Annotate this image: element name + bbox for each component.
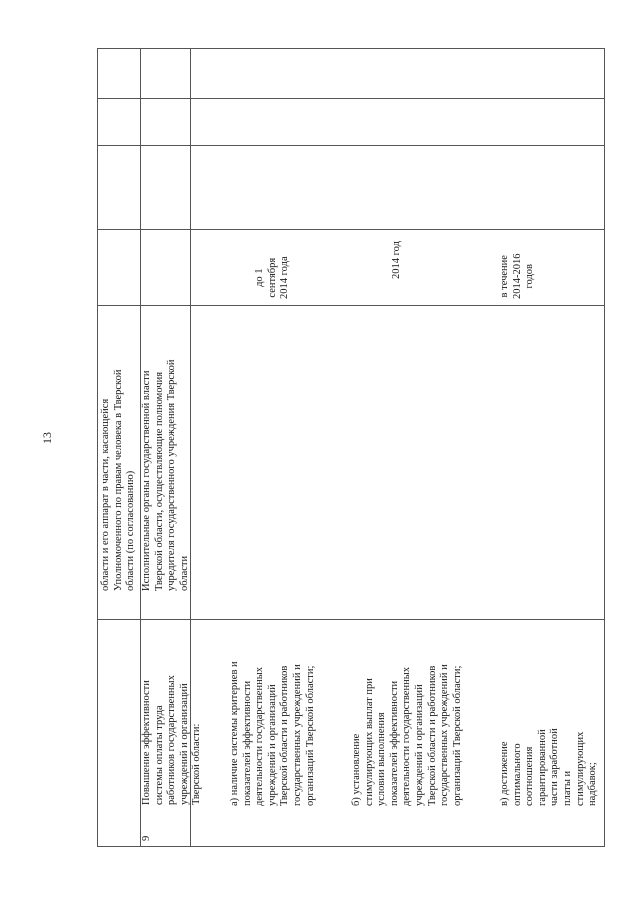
- measures-table: [97, 48, 605, 847]
- row-divider: [98, 98, 604, 99]
- deadline-v: в течение 2014-2016 годов: [499, 253, 536, 299]
- column-divider: [98, 229, 604, 230]
- deadline-a: до 1 сентября 2014 года: [254, 256, 291, 299]
- measure-item-a: а) наличие системы критериев и показателей эффективности деятельности государственных учреждений и организаций Тверской области и работников государственных учреждений и организаций Тверской области;: [229, 661, 316, 806]
- row-number: 9: [141, 835, 152, 841]
- page-number: 13: [40, 432, 54, 444]
- column-divider: [98, 305, 604, 306]
- column-divider: [98, 619, 604, 620]
- measure-item-v: в) достижение оптимального соотношения гарантированной части заработной платы и стимулирующих надбавок;: [499, 728, 599, 806]
- executor-text: Исполнительные органы государственной власти Тверской области, осуществляющие полномочия учредителя государственного учреждения Тверской области: [141, 359, 190, 591]
- column-divider: [98, 145, 604, 146]
- deadline-b: 2014 год: [391, 241, 402, 279]
- prev-row-executor: области и его аппарат в части, касающейся Уполномоченного по правам человека в Тверской области (по согласованию): [100, 369, 137, 591]
- measure-item-b: б) установление стимулирующих выплат при условии выполнения показателей эффективности деятельности государственных учреждений и организаций Тверской области и работников государственных учреждений и организаций Тверской области;: [351, 664, 463, 806]
- measure-intro: Повышение эффективности системы оплаты труда работников государственных учреждений и организаций Тверской области:: [141, 675, 203, 805]
